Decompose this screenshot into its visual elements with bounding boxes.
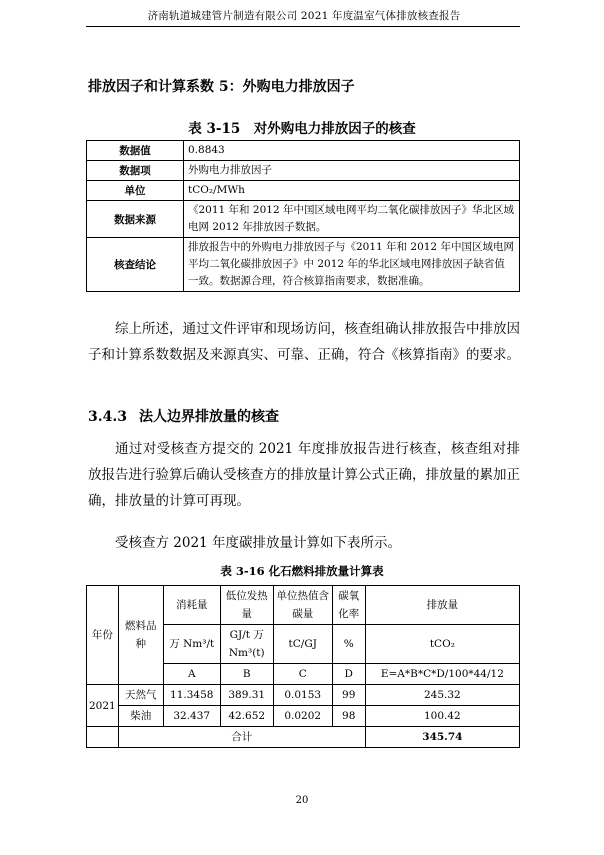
row-label: 数据值 — [87, 141, 184, 161]
table-row — [87, 201, 520, 238]
header-emissions: 排放量 — [365, 586, 519, 625]
cell-d: 98 — [332, 706, 365, 727]
table-3-15 — [86, 140, 520, 292]
code-d: D — [332, 664, 365, 685]
header-divider — [86, 26, 520, 27]
header-row — [87, 586, 520, 625]
table-3-16 — [86, 585, 520, 748]
unit-c: tC/GJ — [273, 625, 332, 664]
subsection-heading — [88, 406, 279, 426]
row-value: 《2011 年和 2012 年中国区域电网平均二氧化碳排放因子》华北区域电网 2012 年排放因子数据。 — [184, 201, 520, 238]
unit-a: 万 Nm³/t — [163, 625, 220, 664]
header-consumption: 消耗量 — [163, 586, 220, 625]
total-value: 345.74 — [365, 727, 519, 748]
table-row — [87, 238, 520, 292]
cell-c: 0.0153 — [273, 685, 332, 706]
year-cell: 2021 — [87, 685, 119, 727]
row-value: 排放报告中的外购电力排放因子与《2011 年和 2012 年中国区域电网平均二氧化碳排放因子》中 2012 年的华北区域电网排放因子缺省值一致。数据源合理，符合核算指南要求，数据准确。 — [184, 238, 520, 292]
unit-d: % — [332, 625, 365, 664]
subsection-number: 3.4.3 — [88, 409, 127, 425]
paragraph-verification: 通过对受核查方提交的 2021 年度排放报告进行核查，核查组对排放报告进行验算后确认受核查方的排放量计算公式正确，排放量的累加正确，排放量的计算可再现。 — [88, 441, 520, 509]
cell-e: 245.32 — [365, 685, 519, 706]
row-label: 数据项 — [87, 161, 184, 181]
row-label: 数据来源 — [87, 201, 184, 238]
paragraph-table-intro: 受核查方 2021 年度碳排放量计算如下表所示。 — [115, 535, 401, 551]
table-3-16-caption: 表 3-16 化石燃料排放量计算表 — [220, 564, 384, 578]
code-a: A — [163, 664, 220, 685]
report-header: 济南轨道城建管片制造有限公司 2021 年度温室气体排放核查报告 — [147, 10, 461, 22]
row-value: tCO₂/MWh — [184, 181, 520, 201]
unit-b: GJ/t 万 Nm³(t) — [220, 625, 273, 664]
row-label: 核查结论 — [87, 238, 184, 292]
cell-d: 99 — [332, 685, 365, 706]
code-c: C — [273, 664, 332, 685]
header-year: 年份 — [87, 586, 119, 685]
table-row — [87, 706, 520, 727]
subsection-title: 法人边界排放量的核查 — [138, 409, 279, 425]
section-title: 排放因子和计算系数 5：外购电力排放因子 — [88, 79, 355, 95]
fuel-cell: 天然气 — [118, 685, 163, 706]
header-ncv: 低位发热量 — [220, 586, 273, 625]
table-row — [87, 161, 520, 181]
cell-c: 0.0202 — [273, 706, 332, 727]
header-fuel: 燃料品种 — [118, 586, 163, 685]
header-carbon-content: 单位热值含碳量 — [273, 586, 332, 625]
paragraph-summary: 综上所述，通过文件评审和现场访问，核查组确认排放报告中排放因子和计算系数数据及来源真实、可靠、正确，符合《核算指南》的要求。 — [88, 321, 520, 363]
cell-a: 11.3458 — [163, 685, 220, 706]
cell-b: 389.31 — [220, 685, 273, 706]
row-label: 单位 — [87, 181, 184, 201]
cell-b: 42.652 — [220, 706, 273, 727]
row-value: 0.8843 — [184, 141, 520, 161]
total-row — [87, 727, 520, 748]
code-e: E=A*B*C*D/100*44/12 — [365, 664, 519, 685]
total-blank — [87, 727, 119, 748]
table-row — [87, 141, 520, 161]
table-row — [87, 685, 520, 706]
header-oxidation: 碳氧化率 — [332, 586, 365, 625]
cell-e: 100.42 — [365, 706, 519, 727]
page-number: 20 — [295, 795, 309, 806]
total-label: 合计 — [118, 727, 365, 748]
cell-a: 32.437 — [163, 706, 220, 727]
table-row — [87, 181, 520, 201]
fuel-cell: 柴油 — [118, 706, 163, 727]
row-value: 外购电力排放因子 — [184, 161, 520, 181]
unit-e: tCO₂ — [365, 625, 519, 664]
table-3-15-caption: 表 3-15 对外购电力排放因子的核查 — [188, 121, 416, 137]
code-b: B — [220, 664, 273, 685]
